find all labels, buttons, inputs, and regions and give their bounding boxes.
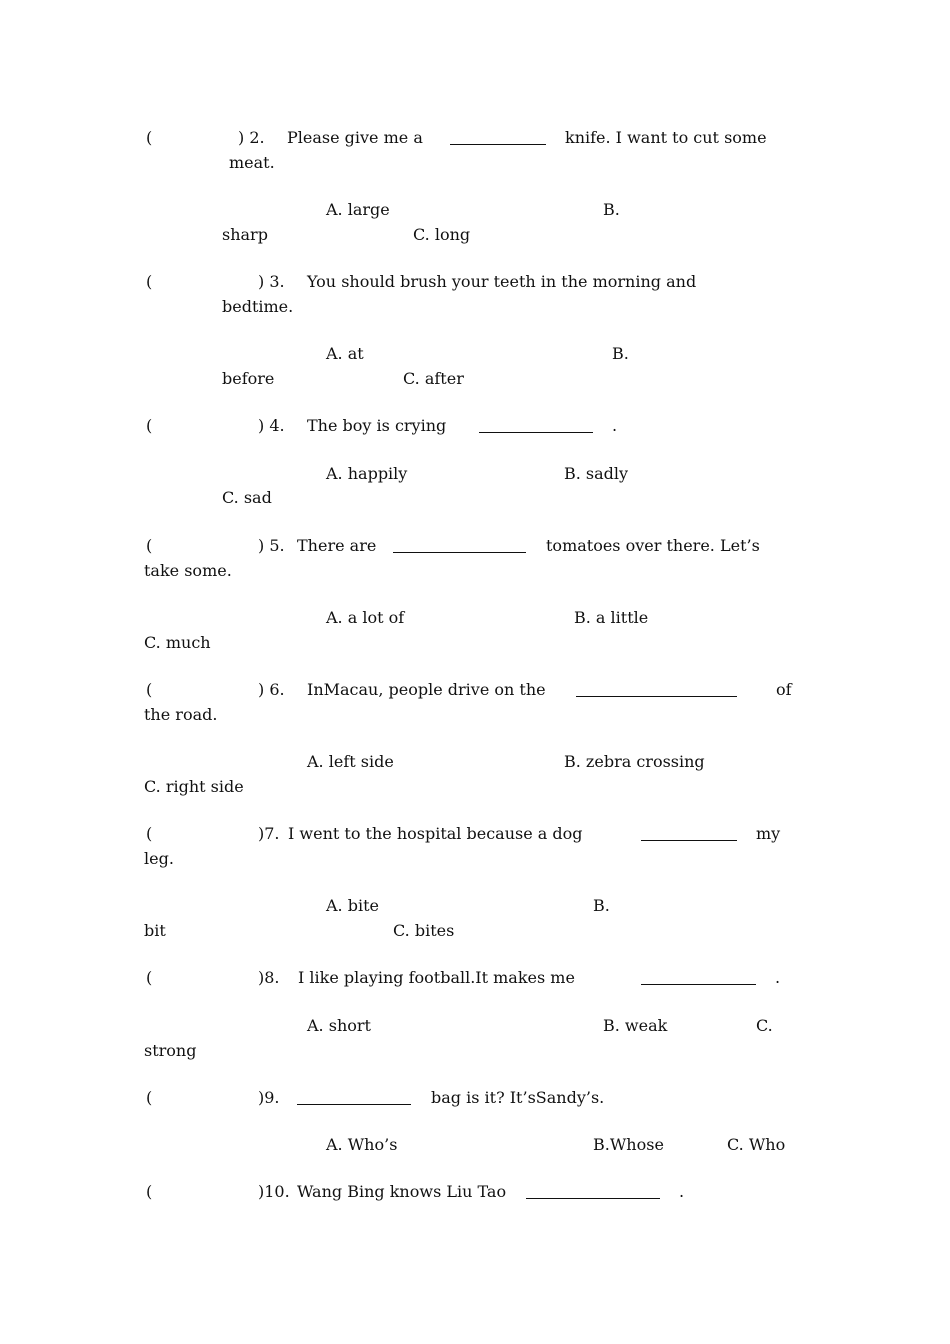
option-b[interactable]: B. [593,896,610,915]
option-b[interactable]: B. a little [574,608,649,627]
question-text: bag is it? It’sSandy’s. [431,1088,605,1107]
question-text: of [776,680,792,699]
question-number: ) 4. [258,416,285,435]
answer-blank[interactable] [576,682,737,697]
answer-paren: ( [146,968,153,987]
answer-blank[interactable] [450,130,546,145]
answer-paren: ( [146,1088,153,1107]
option-c[interactable]: C. bites [393,921,455,940]
option-b-text[interactable]: before [222,369,275,388]
question-text: I like playing football.It makes me [298,968,575,987]
question-number: )10. [258,1182,290,1201]
answer-paren: ( [146,272,153,291]
question-text: The boy is crying [307,416,447,435]
question-number: ) 6. [258,680,285,699]
question-text: . [612,416,618,435]
answer-paren: ( [146,128,153,147]
question-text: I went to the hospital because a dog [288,824,583,843]
answer-blank[interactable] [641,970,756,985]
question-text: Wang Bing knows Liu Tao [297,1182,507,1201]
option-b[interactable]: B. [603,200,620,219]
option-a[interactable]: A. bite [326,896,379,915]
option-b[interactable]: B. zebra crossing [564,752,705,771]
question-text: take some. [144,561,232,580]
option-a[interactable]: A. large [326,200,390,219]
option-c[interactable]: C. after [403,369,464,388]
option-c[interactable]: C. sad [222,488,272,507]
question-number: )9. [258,1088,280,1107]
question-text: the road. [144,705,218,724]
option-c[interactable]: C. much [144,633,211,652]
option-b-text[interactable]: bit [144,921,166,940]
question-text: There are [297,536,377,555]
option-c-text[interactable]: strong [144,1041,197,1060]
question-number: ) 3. [258,272,285,291]
option-b[interactable]: B.Whose [593,1135,664,1154]
question-text: . [679,1182,685,1201]
option-b-text[interactable]: sharp [222,225,268,244]
answer-blank[interactable] [393,538,526,553]
option-a[interactable]: A. a lot of [326,608,405,627]
option-c[interactable]: C. long [413,225,471,244]
option-a[interactable]: A. short [307,1016,371,1035]
option-c[interactable]: C. [756,1016,773,1035]
answer-blank[interactable] [641,826,737,841]
question-text: Please give me a [287,128,423,147]
option-b[interactable]: B. weak [603,1016,668,1035]
question-number: ) 5. [258,536,285,555]
question-number: ) 2. [238,128,265,147]
option-a[interactable]: A. left side [307,752,394,771]
answer-paren: ( [146,416,153,435]
option-c[interactable]: C. right side [144,777,244,796]
answer-blank[interactable] [479,418,593,433]
question-text: meat. [229,153,275,172]
option-a[interactable]: A. Who’s [326,1135,398,1154]
answer-paren: ( [146,1182,153,1201]
question-text: . [775,968,781,987]
option-c[interactable]: C. Who [727,1135,786,1154]
question-text: tomatoes over there. Let’s [546,536,760,555]
question-text: knife. I want to cut some [565,128,767,147]
question-text: InMacau, people drive on the [307,680,546,699]
answer-paren: ( [146,824,153,843]
question-text: my [756,824,781,843]
question-number: )8. [258,968,280,987]
option-b[interactable]: B. [612,344,629,363]
question-number: )7. [258,824,280,843]
question-text: bedtime. [222,297,294,316]
answer-paren: ( [146,680,153,699]
answer-paren: ( [146,536,153,555]
answer-blank[interactable] [297,1090,411,1105]
answer-blank[interactable] [526,1184,660,1199]
option-a[interactable]: A. at [326,344,364,363]
option-b[interactable]: B. sadly [564,464,629,483]
question-text: You should brush your teeth in the morning and [307,272,697,291]
option-a[interactable]: A. happily [326,464,408,483]
question-text: leg. [144,849,174,868]
